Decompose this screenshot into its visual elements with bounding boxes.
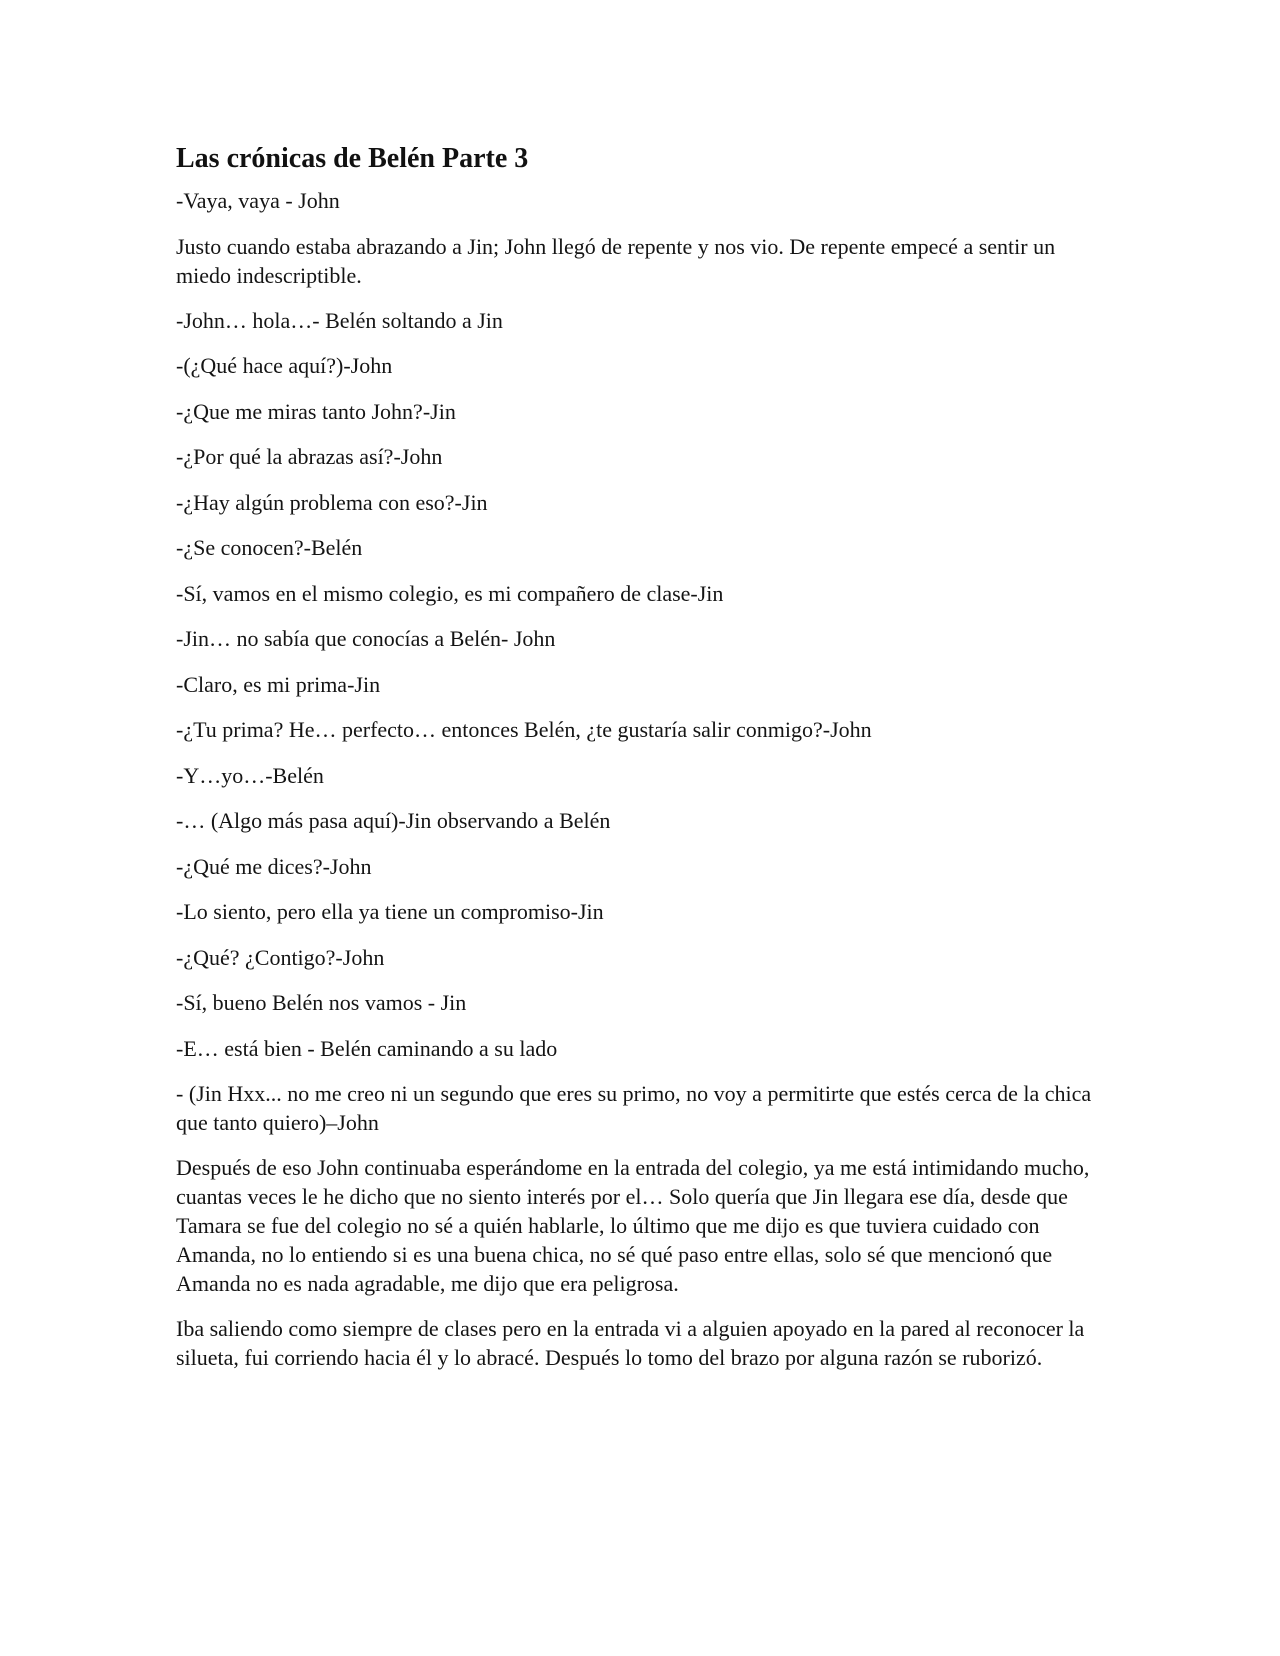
dialogue-line: -¿Tu prima? He… perfecto… entonces Belén, ¿te gustaría salir conmigo?-John [176, 717, 872, 742]
dialogue-line: -Vaya, vaya - John [176, 188, 340, 213]
dialogue-line: -¿Qué me dices?-John [176, 853, 372, 879]
dialogue-line: -John… hola…- Belén soltando a Jin [176, 307, 503, 333]
dialogue-line: -¿Por qué la abrazas así?-John [176, 444, 443, 469]
dialogue-line: -Claro, es mi prima-Jin [176, 671, 381, 697]
narrative-paragraph: Justo cuando estaba abrazando a Jin; John llegó de repente y nos vio. De repente empecé a sentir un miedo indescriptible. [176, 233, 1056, 288]
dialogue-line: -Sí, bueno Belén nos vamos - Jin [176, 990, 467, 1015]
narrative-paragraph: Iba saliendo como siempre de clases pero en la entrada vi a alguien apoyado en la pared al reconocer la silueta, fui corriendo hacia él y lo abracé. Después lo tomo del brazo por alguna razón se ruborizó. [176, 1316, 1085, 1370]
dialogue-line: -… (Algo más pasa aquí)-Jin observando a Belén [176, 808, 611, 833]
dialogue-line: -Sí, vamos en el mismo colegio, es mi compañero de clase-Jin [176, 580, 724, 606]
dialogue-line: -¿Que me miras tanto John?-Jin [176, 398, 456, 424]
dialogue-line: -¿Se conocen?-Belén [176, 535, 363, 560]
document-body [176, 142, 1096, 1388]
dialogue-line: -E… está bien - Belén caminando a su lado [176, 1035, 558, 1061]
dialogue-line: -Jin… no sabía que conocías a Belén- John [176, 626, 556, 651]
dialogue-line: -¿Hay algún problema con eso?-Jin [176, 489, 488, 515]
dialogue-line: -¿Qué? ¿Contigo?-John [176, 944, 385, 970]
dialogue-line: -(¿Qué hace aquí?)-John [176, 353, 393, 378]
narrative-paragraph: Después de eso John continuaba esperándome en la entrada del colegio, ya me está intimidando mucho, cuantas veces le he dicho que no siento interés por el… Solo quería que Jin llegara ese día, desde que Tamara se fue del colegio no sé a quién hablarle, lo último que me dijo es que tuviera cuidado con Amanda, no lo entiendo si es una buena chica, no sé qué paso entre ellas, solo sé que mencionó que Amanda no es nada agradable, me dijo que era peligrosa. [176, 1155, 1090, 1296]
dialogue-line: -Y…yo…-Belén [176, 762, 324, 788]
dialogue-line: -Lo siento, pero ella ya tiene un compromiso-Jin [176, 899, 604, 924]
dialogue-paragraph: - (Jin Hxx... no me creo ni un segundo que eres su primo, no voy a permitirte que estés cerca de la chica que tanto quiero)–John [176, 1081, 1092, 1135]
document-title: Las crónicas de Belén Parte 3 [176, 143, 529, 174]
